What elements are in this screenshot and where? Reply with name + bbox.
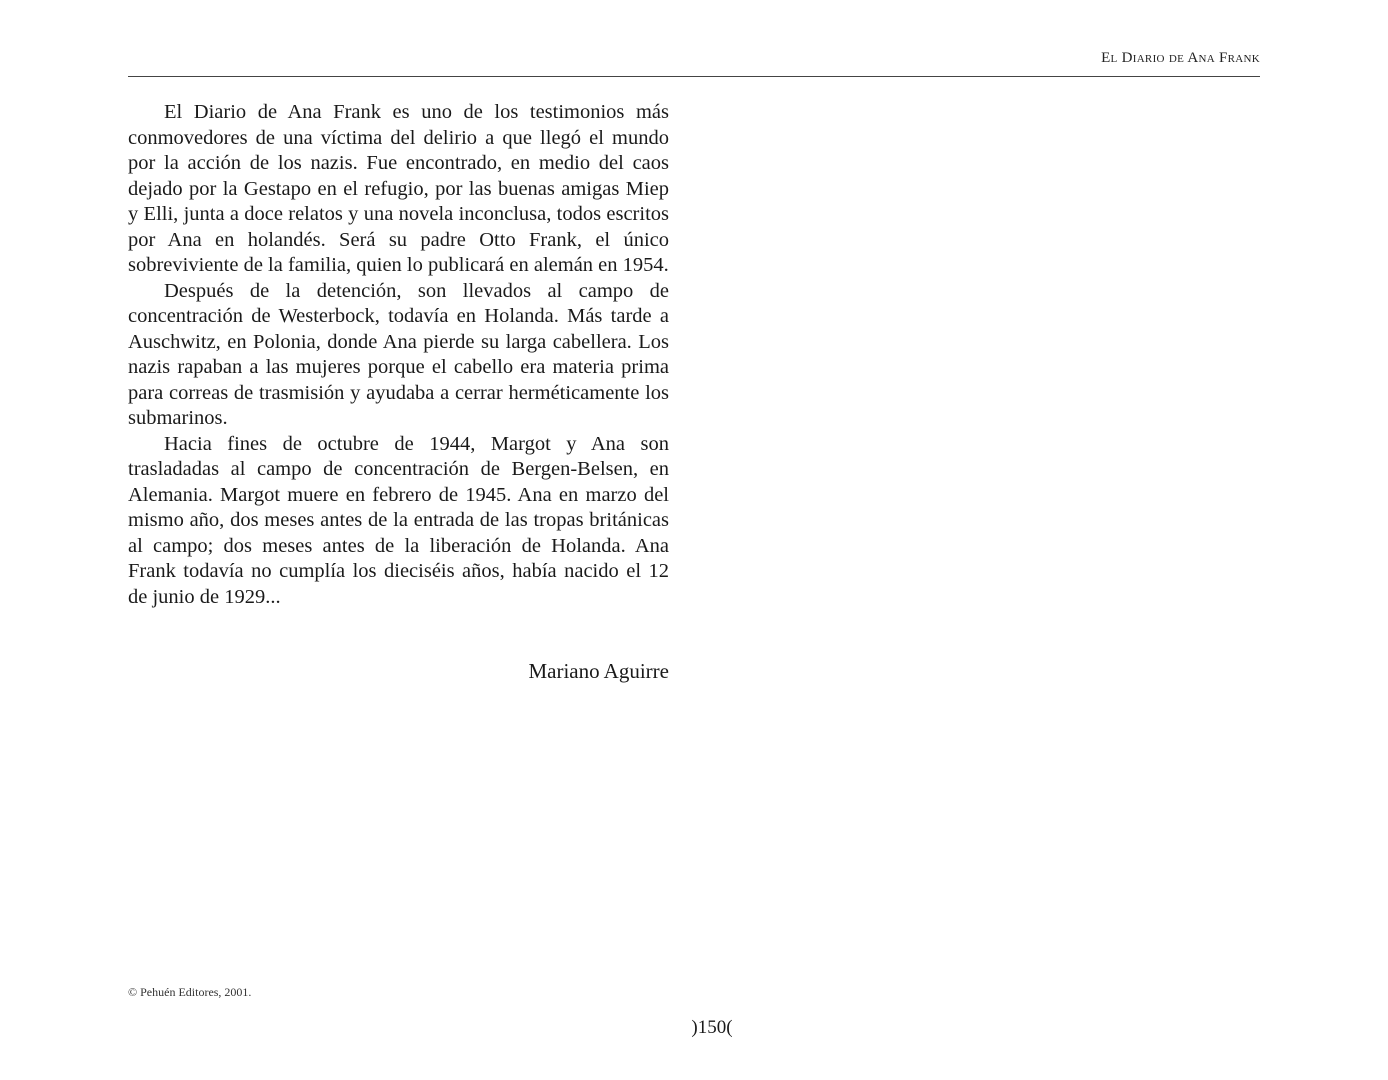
copyright-notice: © Pehuén Editores, 2001. (128, 985, 252, 999)
main-text (128, 100, 669, 610)
running-header-title: El Diario de Ana Frank (1101, 50, 1260, 66)
running-header (128, 48, 1260, 77)
paragraph-3: Hacia fines de octubre de 1944, Margot y Ana son trasladadas al campo de concentración de Bergen-Belsen, en Alemania. Margot muere en febrero de 1945. Ana en marzo del mismo año, dos meses antes de la entrada de las tropas británicas al campo; dos meses antes de la liberación de Holanda. Ana Frank todavía no cumplía los dieciséis años, había nacido el 12 de junio de 1929... (128, 432, 669, 608)
paragraph-1: El Diario de Ana Frank es uno de los testimonios más conmovedores de una víctima del delirio a que llegó el mundo por la acción de los nazis. Fue encontrado, en medio del caos dejado por la Gestapo en el refugio, por las buenas amigas Miep y Elli, junta a doce relatos y una novela inconclusa, todos escritos por Ana en holandés. Será su padre Otto Frank, el único sobreviviente de la familia, quien lo publicará en alemán en 1954. (128, 101, 669, 276)
page-number: )150( (691, 1017, 733, 1038)
paragraph-2: Después de la detención, son llevados al campo de concentración de Westerbock, todavía en Holanda. Más tarde a Auschwitz, en Polonia, donde Ana pierde su larga cabellera. Los nazis rapaban a las mujeres porque el cabello era materia prima para correas de trasmisión y ayudaba a cerrar herméticamente los submarinos. (128, 279, 669, 429)
author-signature: Mariano Aguirre (528, 659, 669, 683)
